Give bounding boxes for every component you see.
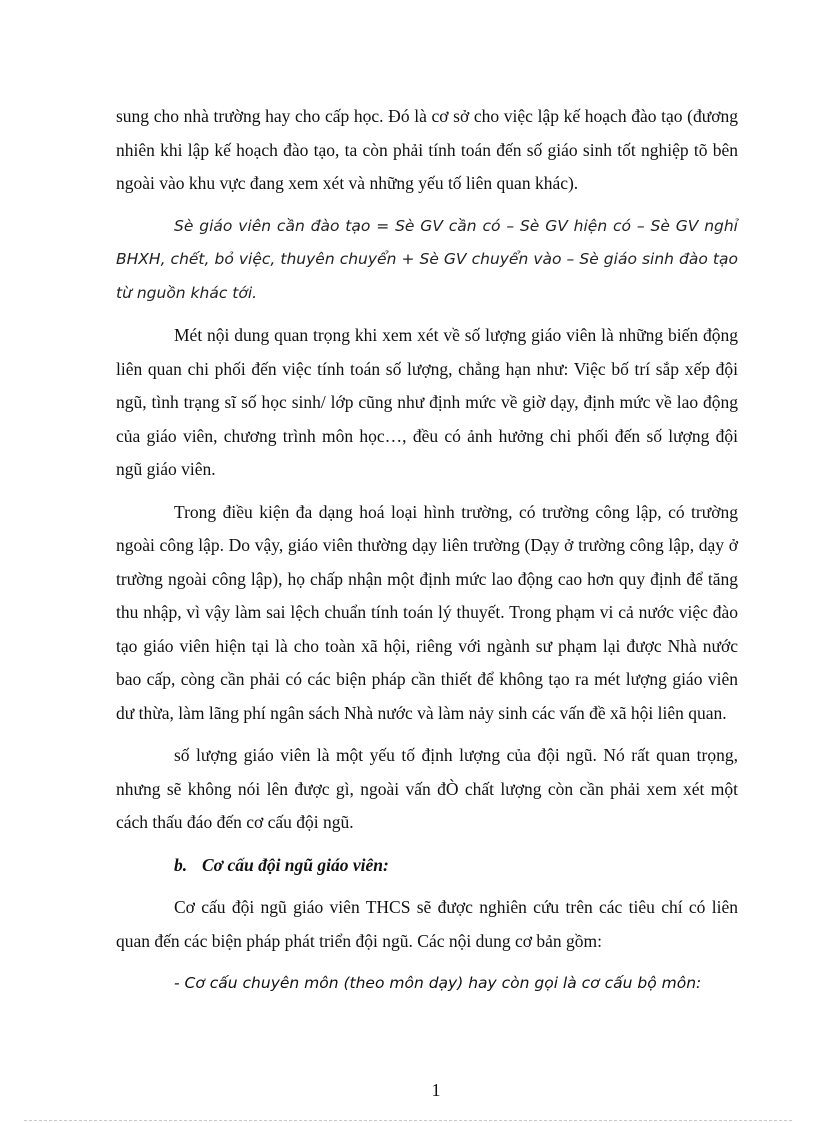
section-heading-text: Cơ cấu đội ngũ giáo viên: [202,854,389,875]
section-heading-letter: b. [174,854,188,875]
paragraph-quantity: số lượng giáo viên là một yếu tố định lượng của đội ngũ. Nó rất quan trọng, nhưng sẽ không nói lên được gì, ngoài vấn đÒ chất lượng còn cần phải xem xét một cách thấu đáo đến cơ cấu đội ngũ. [116,745,738,832]
bullet-item: - Cơ cấu chuyên môn (theo môn dạy) hay còn gọi là cơ cấu bộ môn: [174,974,702,992]
paragraph-intro: sung cho nhà trường hay cho cấp học. Đó là cơ sở cho việc lập kế hoạch đào tạo (đương nhiên khi lập kế hoạch đào tạo, ta còn phải tính toán đến số giáo sinh tốt nghiệp tõ bên ngoài vào khu vực đang xem xét và những yếu tố liên quan khác). [116,106,738,193]
section-heading [116,849,738,883]
page-footer-divider [24,1120,792,1121]
document-body [116,100,738,1001]
paragraph-school-types: Trong điều kiện đa dạng hoá loại hình trường, có trường công lập, có trường ngoài công lập. Do vậy, giáo viên thường dạy liên trường (Dạy ở trường công lập, dạy ở trường ngoài công lập), họ chấp nhận một định mức lao động cao hơn quy định để tăng thu nhập, vì vậy làm sai lệch chuẩn tính toán lý thuyết. Trong phạm vi cả nước việc đào tạo giáo viên hiện tại là cho toàn xã hội, riêng với ngành sư phạm lại được Nhà nước bao cấp, còng cần phải có các biện pháp cần thiết để không tạo ra mét lượng giáo viên dư thừa, làm lãng phí ngân sách Nhà nước và làm nảy sinh các vấn đề xã hội liên quan. [116,501,738,723]
page-number: 1 [431,1080,441,1100]
paragraph-structure: Cơ cấu đội ngũ giáo viên THCS sẽ được nghiên cứu trên các tiêu chí có liên quan đến các biện pháp phát triển đội ngũ. Các nội dung cơ bản gồm: [116,897,738,951]
paragraph-variations: Mét nội dung quan trọng khi xem xét về số lượng giáo viên là những biến động liên quan chi phối đến việc tính toán số lượng, chẳng hạn như: Việc bố trí sắp xếp đội ngũ, tình trạng sĩ số học sinh/ lớp cũng như định mức về giờ dạy, định mức về lao động của giáo viên, chương trình môn học…, đều có ảnh hưởng chi phối đến số lượng đội ngũ giáo viên. [116,325,738,479]
formula-paragraph: Sè giáo viên cần đào tạo = Sè GV cần có – Sè GV hiện có – Sè GV nghỉ BHXH, chết, bỏ việc, thuyên chuyển + Sè GV chuyển vào – Sè giáo sinh đào tạo từ nguồn khác tới. [116,216,738,302]
